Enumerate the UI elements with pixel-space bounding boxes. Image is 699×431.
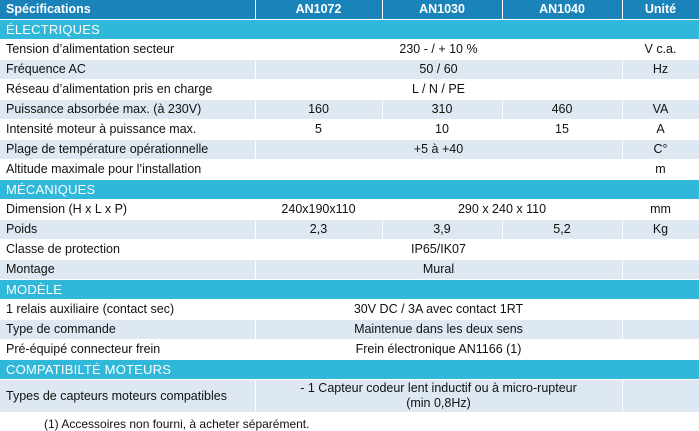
row-label: Réseau d’alimentation pris en charge <box>0 80 255 100</box>
row-value-line1: - 1 Capteur codeur lent inductif ou à micro-rupteur <box>300 381 577 395</box>
table-row <box>0 300 699 320</box>
table-row <box>0 220 699 240</box>
row-value: +5 à +40 <box>255 140 622 160</box>
row-value-line2: (min 0,8Hz) <box>406 396 471 410</box>
row-value: 50 / 60 <box>255 60 622 80</box>
row-an1030-an1040: 290 x 240 x 110 <box>382 200 622 220</box>
row-unit: V c.a. <box>622 40 699 60</box>
row-label: Tension d’alimentation secteur <box>0 40 255 60</box>
row-an1072: 160 <box>255 100 382 120</box>
row-value <box>255 160 622 180</box>
table-row <box>0 80 699 100</box>
row-value: IP65/IK07 <box>255 240 622 260</box>
section-electriques <box>0 20 699 40</box>
footnote: (1) Accessoires non fourni, à acheter séparément. <box>44 417 310 431</box>
row-unit: mm <box>622 200 699 220</box>
row-unit: A <box>622 120 699 140</box>
row-unit: C° <box>622 140 699 160</box>
row-label: Montage <box>0 260 255 280</box>
section-mecaniques <box>0 180 699 200</box>
row-value: L / N / PE <box>255 80 622 100</box>
row-unit <box>622 320 699 340</box>
header-an1072: AN1072 <box>255 0 382 20</box>
row-an1072: 5 <box>255 120 382 140</box>
table-row <box>0 320 699 340</box>
row-unit <box>622 300 699 320</box>
row-value: Maintenue dans les deux sens <box>255 320 622 340</box>
header-an1030: AN1030 <box>382 0 502 20</box>
row-an1030: 3,9 <box>382 220 502 240</box>
row-label: Type de commande <box>0 320 255 340</box>
row-unit <box>622 340 699 360</box>
row-label: Classe de protection <box>0 240 255 260</box>
row-value: 30V DC / 3A avec contact 1RT <box>255 300 622 320</box>
row-unit: Hz <box>622 60 699 80</box>
row-an1040: 15 <box>502 120 622 140</box>
row-unit: Kg <box>622 220 699 240</box>
header-spec: Spécifications <box>0 0 255 20</box>
table-row <box>0 100 699 120</box>
row-label: Plage de température opérationnelle <box>0 140 255 160</box>
table-row <box>0 60 699 80</box>
row-label: Poids <box>0 220 255 240</box>
table-row <box>0 380 699 413</box>
section-title: MÉCANIQUES <box>0 180 699 200</box>
section-compat <box>0 360 699 380</box>
row-label: Types de capteurs moteurs compatibles <box>0 380 255 413</box>
table-row <box>0 240 699 260</box>
row-label: Puissance absorbée max. (à 230V) <box>0 100 255 120</box>
row-an1040: 5,2 <box>502 220 622 240</box>
table-row <box>0 200 699 220</box>
row-an1072: 240x190x110 <box>255 200 382 220</box>
row-value: 230 - / + 10 % <box>255 40 622 60</box>
row-label: 1 relais auxiliaire (contact sec) <box>0 300 255 320</box>
row-an1072: 2,3 <box>255 220 382 240</box>
table-row <box>0 260 699 280</box>
row-label: Fréquence AC <box>0 60 255 80</box>
row-label: Pré-équipé connecteur frein <box>0 340 255 360</box>
row-unit: VA <box>622 100 699 120</box>
row-unit <box>622 240 699 260</box>
header-unit: Unité <box>622 0 699 20</box>
section-title: MODÈLE <box>0 280 699 300</box>
row-value: Mural <box>255 260 622 280</box>
row-an1040: 460 <box>502 100 622 120</box>
table-row <box>0 340 699 360</box>
section-modele <box>0 280 699 300</box>
row-value <box>255 380 622 413</box>
section-title: ÉLECTRIQUES <box>0 20 699 40</box>
row-an1030: 310 <box>382 100 502 120</box>
table-row <box>0 140 699 160</box>
row-unit <box>622 260 699 280</box>
section-title: COMPATIBILTÉ MOTEURS <box>0 360 699 380</box>
row-an1030: 10 <box>382 120 502 140</box>
row-label: Altitude maximale pour l’installation <box>0 160 255 180</box>
row-unit <box>622 80 699 100</box>
row-value: Frein électronique AN1166 (1) <box>255 340 622 360</box>
row-unit: m <box>622 160 699 180</box>
table-row <box>0 40 699 60</box>
table-header <box>0 0 699 20</box>
row-unit <box>622 380 699 413</box>
row-label: Dimension (H x L x P) <box>0 200 255 220</box>
table-row <box>0 120 699 140</box>
row-label: Intensité moteur à puissance max. <box>0 120 255 140</box>
table-row <box>0 160 699 180</box>
header-an1040: AN1040 <box>502 0 622 20</box>
